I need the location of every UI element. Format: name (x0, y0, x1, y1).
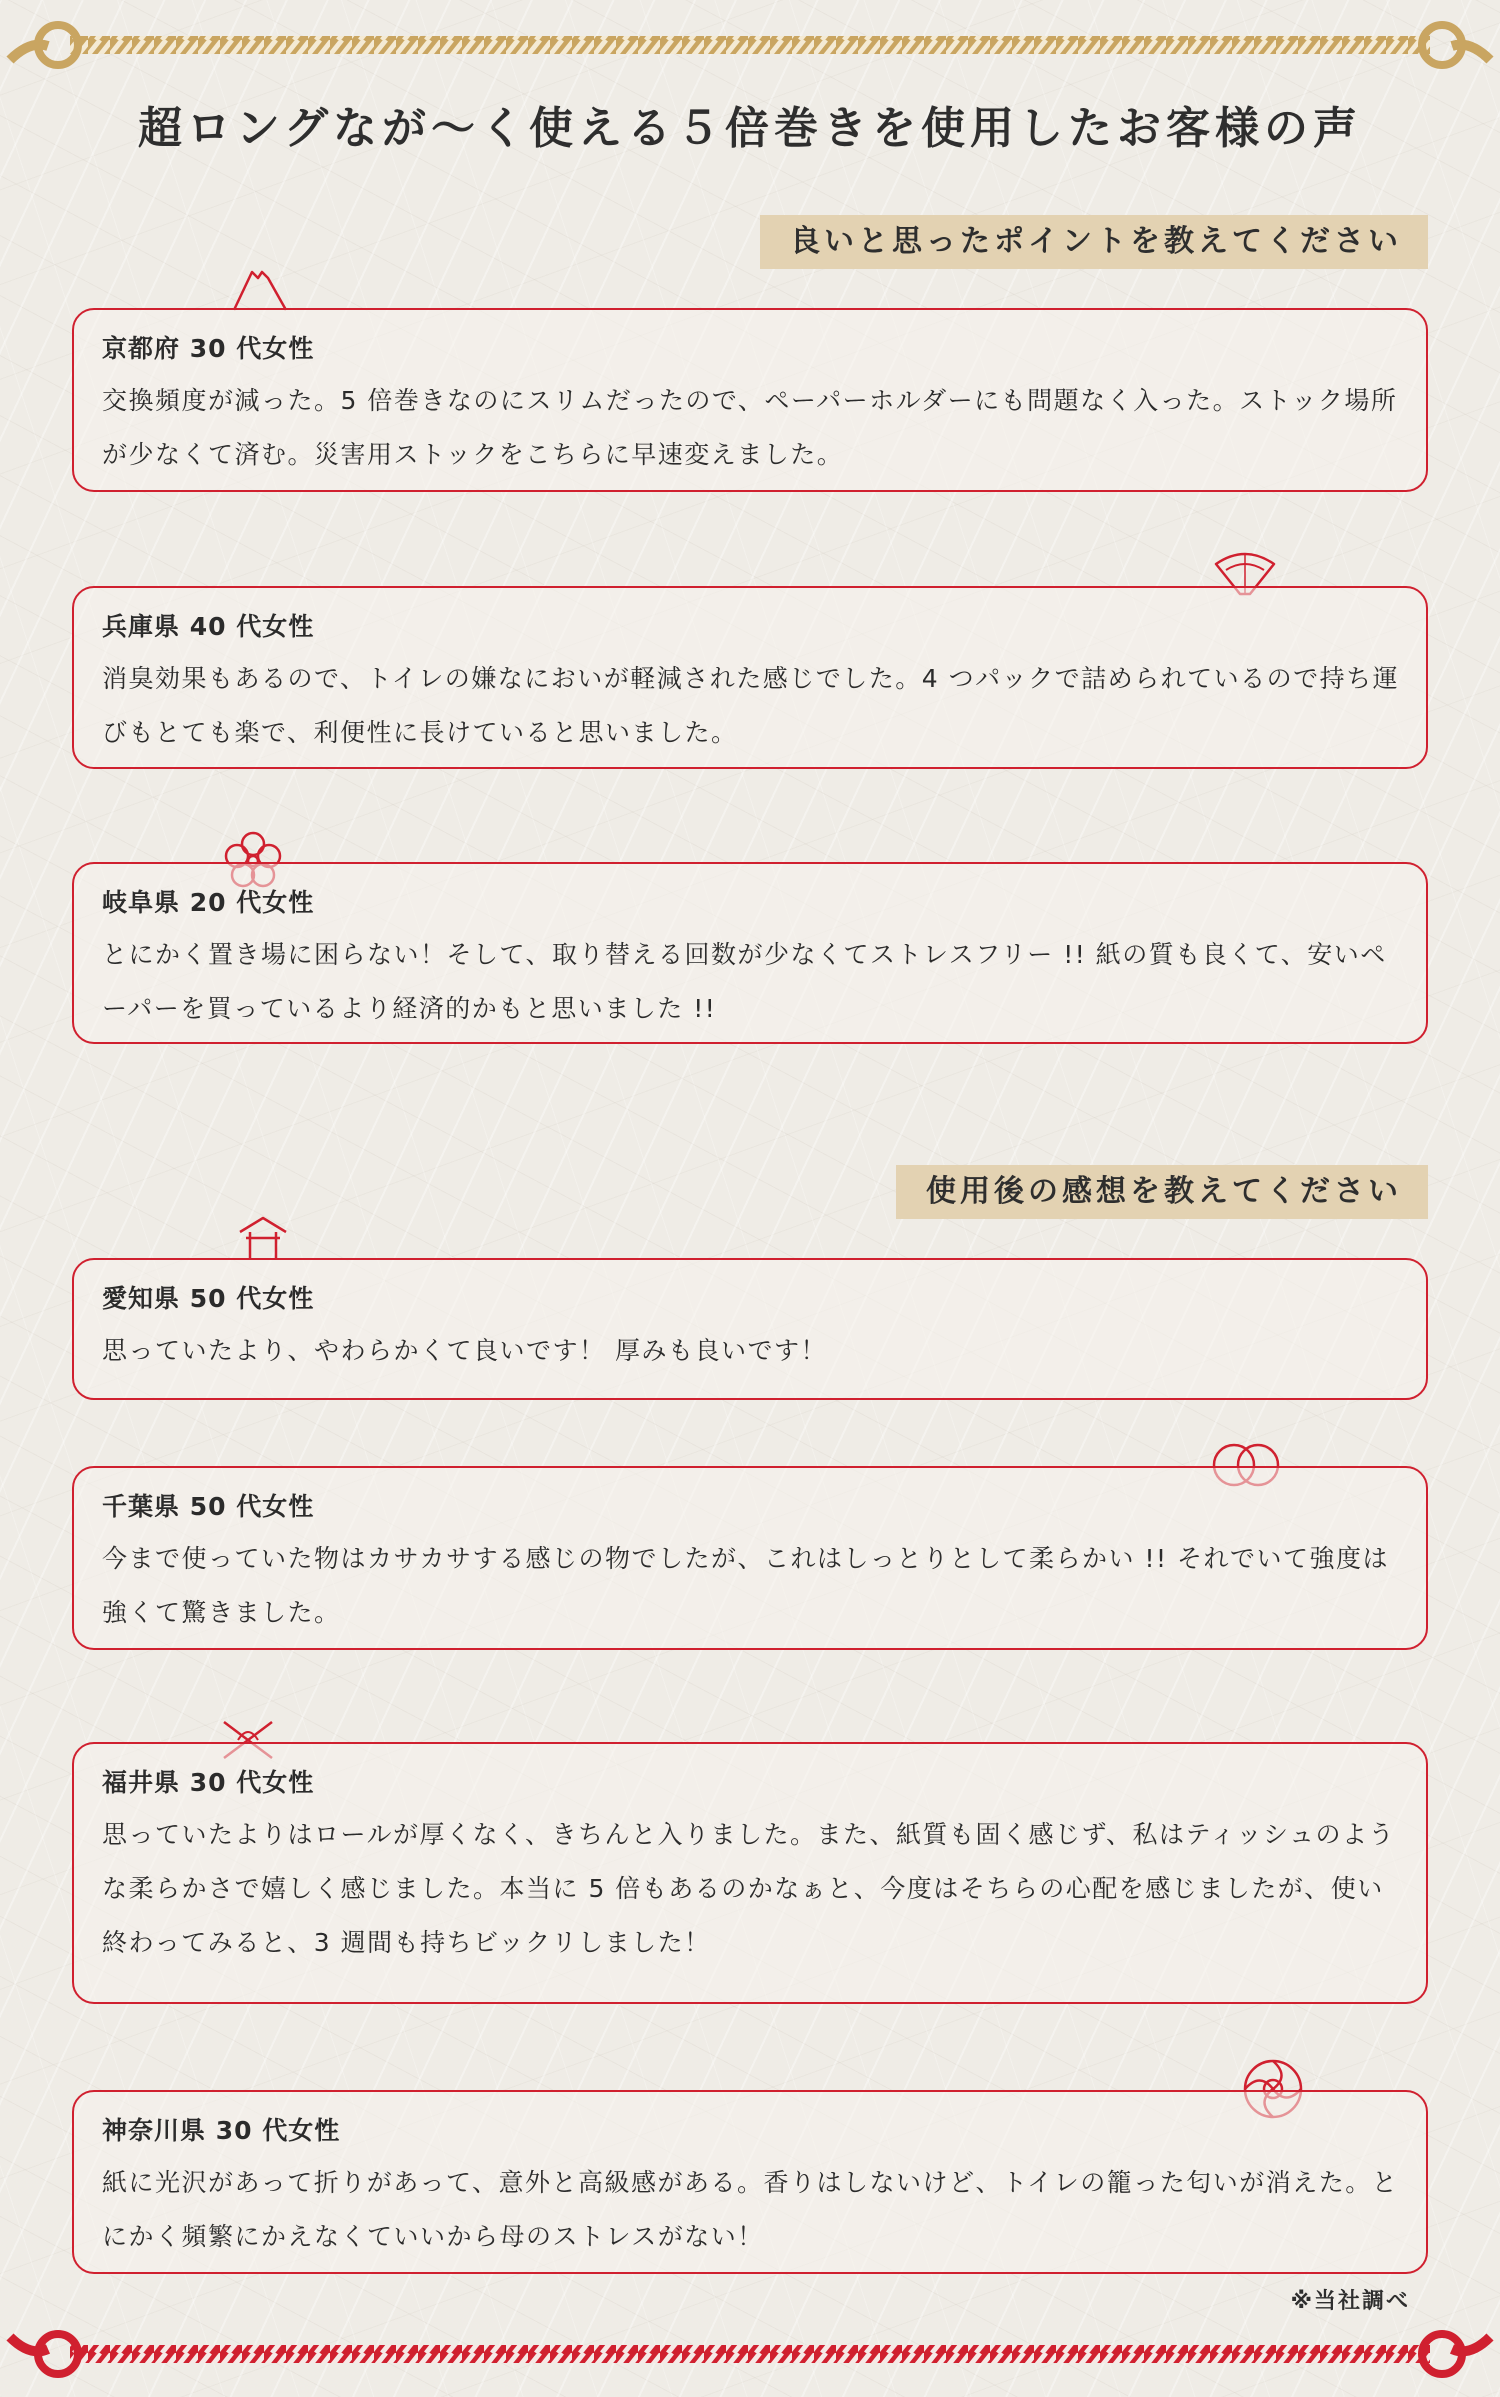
review-text: 消臭効果もあるので、トイレの嫌なにおいが軽減された感じでした。4 つパックで詰められているので持ち運びもとても楽で、利便性に長けていると思いました。 (102, 664, 1400, 747)
reviewer-label: 神奈川県 30 代女性 (102, 2116, 341, 2145)
review-text: 紙に光沢があって折りがあって、意外と高級感がある。香りはしないけど、トイレの籠った匂いが消えた。とにかく頻繁にかえなくていいから母のストレスがない！ (102, 2168, 1399, 2251)
reviewer-label: 福井県 30 代女性 (102, 1768, 315, 1797)
reviewer-label: 京都府 30 代女性 (102, 334, 315, 363)
section-label-impressions: 使用後の感想を教えてください (896, 1165, 1428, 1219)
review-text: 交換頻度が減った。5 倍巻きなのにスリムだったので、ペーパーホルダーにも問題なく入った。ストック場所が少なくて済む。災害用ストックをこちらに早速変えました。 (102, 386, 1398, 469)
review-text: 思っていたよりはロールが厚くなく、きちんと入りました。また、紙質も固く感じず、私はティッシュのような柔らかさで嬉しく感じました。本当に 5 倍もあるのかなぁと、今度はそちらの心配を感じましたが、使い終わってみると、3 週間も持ちビックリしました！ (102, 1820, 1396, 1957)
review-card (72, 2090, 1428, 2274)
mount-fuji-icon (232, 264, 288, 312)
page-title: 超ロングなが〜く使える５倍巻きを使用したお客様の声 (137, 103, 1363, 154)
gold-rope-icon (0, 0, 1500, 84)
reviewer-label: 千葉県 50 代女性 (102, 1492, 315, 1521)
review-text: 今まで使っていた物はカサカサする感じの物でしたが、これはしっとりとして柔らかい !! それでいて強度は強くて驚きました。 (102, 1544, 1389, 1627)
review-card (72, 1466, 1428, 1650)
reviewer-label: 愛知県 50 代女性 (102, 1284, 315, 1313)
review-card (72, 1258, 1428, 1400)
review-card (72, 862, 1428, 1044)
footnote: ※当社調べ (1290, 2289, 1410, 2314)
reviewer-label: 兵庫県 40 代女性 (102, 612, 315, 641)
shrine-gate-icon (236, 1214, 290, 1262)
red-rope-icon (0, 2313, 1500, 2397)
review-text: とにかく置き場に困らない！そして、取り替える回数が少なくてストレスフリー !! 紙の質も良くて、安いペーパーを買っているより経済的かもと思いました !! (102, 940, 1387, 1023)
reviewer-label: 岐阜県 20 代女性 (102, 888, 315, 917)
review-text: 思っていたより、やわらかくて良いです！ 厚みも良いです！ (102, 1336, 827, 1365)
review-card (72, 1742, 1428, 2004)
review-card (72, 586, 1428, 769)
review-card (72, 308, 1428, 492)
section-label-good-points: 良いと思ったポイントを教えてください (760, 215, 1428, 269)
